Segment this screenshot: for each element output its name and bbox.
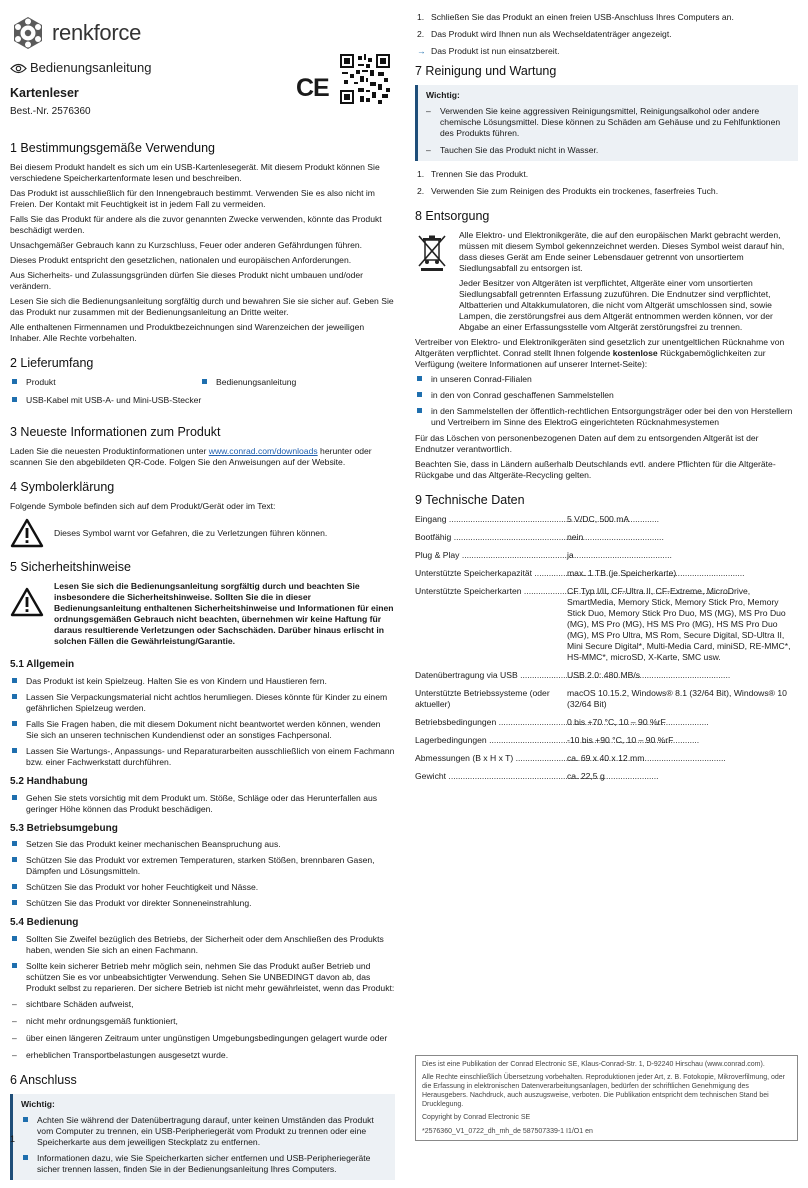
s1-para: Das Produkt ist ausschließlich für den Innengebrauch bestimmt. Verwenden Sie es also nicht im Freien. Der Kontakt mit Feuchtigkeit ist in jedem Fall zu vermeiden. (10, 188, 375, 209)
weee-para: Jeder Besitzer von Altgeräten ist verpflichtet, Altgeräte einer vom unsortierten Siedlungsabfall getrennten Erfassung zuzuführen. Die Endnutzer sind verpflichtet, Altbatterien und Altakkumulatoren, die nicht vom Altgerät umschlossen sind, sowie Lampen, die zerstörungsfrei aus dem Altgerät entnommen werden können, vor der Abgabe an einer Erfassungsstelle vom Altgerät zerstörungsfrei zu trennen. (459, 278, 773, 332)
dash-item: – nicht mehr ordnungsgemäß funktioniert, (12, 1016, 178, 1027)
imprint-box (415, 1055, 798, 1141)
list-item: USB-Kabel mit USB-A- und Mini-USB-Stecker (10, 395, 390, 406)
safety-warning (10, 581, 395, 651)
spec-row: Gewicht ..... ca. 22,5 g (415, 771, 798, 782)
manual-label: Bedienungsanleitung (30, 60, 152, 75)
weee-para: Alle Elektro- und Elektronikgeräte, die auf den europäischen Markt gebracht werden, müssen mit diesem Symbol gekennzeichnet werden. Dieses Symbol weist darauf hin, dass dieses Gerät am Ende seiner Lebensdauer getrennt von unsortiertem Siedlungsabfall zu entsorgen ist. (459, 230, 785, 273)
brand-name: renkforce (52, 19, 142, 45)
list-item: Das Produkt ist kein Spielzeug. Halten Sie es von Kindern und Haustieren fern. (10, 676, 395, 687)
spec-row: Bootfähig ..... nein (415, 532, 798, 543)
list-item: Sollten Sie Zweifel bezüglich des Betriebs, der Sicherheit oder dem Anschließen des Produkts haben, wenden Sie sich an einen Fachmann. (10, 934, 395, 956)
warning-symbol-text: Dieses Symbol warnt vor Gefahren, die zu Verletzungen führen können. (54, 527, 328, 538)
warning-triangle-icon (10, 587, 44, 617)
spec-table (415, 514, 798, 782)
imprint-line: *2576360_V1_0722_dh_mh_de 587507339-1 I1/O1 en (422, 1127, 593, 1135)
step-item: 1. Trennen Sie das Produkt. (417, 169, 529, 179)
dash-item: – erheblichen Transportbelastungen ausgesetzt wurde. (12, 1050, 229, 1061)
list-item: Setzen Sie das Produkt keiner mechanischen Beanspruchung aus. (10, 839, 395, 850)
weee-block (415, 230, 798, 337)
warning-triangle-icon (10, 518, 44, 548)
list-item: Lassen Sie Verpackungsmaterial nicht achtlos herumliegen. Dieses könnte für Kinder zu einem gefährlichen Spielzeug werden. (10, 692, 395, 714)
s1-para: Dieses Produkt entspricht den gesetzlichen, nationalen und europäischen Anforderungen. (10, 255, 352, 265)
dash-item: – Tauchen Sie das Produkt nicht in Wasser. (426, 145, 599, 155)
s1-para: Lesen Sie sich die Bedienungsanleitung sorgfältig durch und bewahren Sie sie sicher auf. Geben Sie das Produkt nur zusammen mit der Bedienungsanleitung an Dritte weiter. (10, 296, 394, 317)
list-item: Schützen Sie das Produkt vor hoher Feuchtigkeit und Nässe. (10, 882, 395, 893)
crossed-bin-icon (415, 232, 449, 272)
s4-intro: Folgende Symbole befinden sich auf dem Produkt/Gerät oder im Text: (10, 501, 276, 511)
section-4-title: 4 Symbolerklärung (10, 480, 115, 494)
product-name: Kartenleser (10, 85, 79, 100)
note-title: Wichtig: (21, 1099, 55, 1110)
delivery-list (10, 377, 395, 413)
dash-item: – sichtbare Schäden aufweist, (12, 999, 134, 1010)
spec-row: Datenübertragung via USB ..... USB 2.0: 480 MB/s (415, 670, 798, 681)
s1-para: Unsachgemäßer Gebrauch kann zu Kurzschluss, Feuer oder anderen Gefährdungen führen. (10, 240, 363, 250)
list-item: in den Sammelstellen der öffentlich-rechtlichen Entsorgungsträger oder bei den von Herstellern und Vertreibern im Sinne des ElektroG eingerichteten Rücknahmesystemen (415, 406, 798, 428)
spec-row: Lagerbedingungen ..... -10 bis +90 °C, 10 – 90 %rF (415, 735, 798, 746)
downloads-link[interactable]: www.conrad.com/downloads (208, 446, 318, 456)
section-7-title: 7 Reinigung und Wartung (415, 64, 557, 78)
section-5-4-title: 5.4 Bedienung (10, 917, 79, 929)
section-8-title: 8 Entsorgung (415, 209, 490, 223)
s1-para: Bei diesem Produkt handelt es sich um ein USB-Kartenlesegerät. Mit diesem Produkt können Sie verschiedene Speicherkartenformate lesen und beschreiben. (10, 162, 380, 183)
imprint-line: Copyright by Conrad Electronic SE (422, 1114, 531, 1122)
section-1-title: 1 Bestimmungsgemäße Verwendung (10, 141, 215, 155)
step-result: → Das Produkt ist nun einsatzbereit. (417, 46, 560, 56)
list-item: Informationen dazu, wie Sie Speicherkarten sicher entfernen und USB-Peripheriegeräte sicher trennen lassen, finden Sie in der Bedienungsanleitung Ihres Computers. (21, 1153, 387, 1175)
order-number: Best.-Nr. 2576360 (10, 105, 91, 117)
manual-header (10, 60, 395, 138)
renkforce-logo-icon (10, 15, 46, 51)
safety-warning-text: Lesen Sie sich die Bedienungsanleitung sorgfältig durch und beachten Sie insbesondere die Sicherheitshinweise. Sollten Sie die in dieser Bedienungsanleitung enthaltenen Sicherheitshinweise und Informationen für einen ordnungsgemäßen Gebrauch nicht beachten, übernehmen wir keine Haftung für daraus resultierende Verletzungen oder Sachschäden. Darüber hinaus erlischt in solchen Fällen die Gewährleistung/Garantie. (54, 581, 394, 646)
s8-para: Für das Löschen von personenbezogenen Daten auf dem zu entsorgenden Altgerät ist der Endnutzer verantwortlich. (415, 433, 759, 454)
list-item: Schützen Sie das Produkt vor direkter Sonneneinstrahlung. (10, 898, 395, 909)
list-item: Lassen Sie Wartungs-, Anpassungs- und Reparaturarbeiten ausschließlich von einem Fachmann bzw. einer Fachwerkstatt durchführen. (10, 746, 395, 768)
important-note (10, 1094, 395, 1180)
spec-row: Abmessungen (B x H x T) ..... ca. 69 x 40 x 12 mm (415, 753, 798, 764)
step-item: 1. Schließen Sie das Produkt an einen freien USB-Anschluss Ihres Computers an. (417, 12, 734, 22)
list-item: Sollte kein sicherer Betrieb mehr möglich sein, nehmen Sie das Produkt außer Betrieb und schützen Sie es vor unbeabsichtigter Verwendung. Sehen Sie UNBEDINGT davon ab, das Produkt selbst zu reparieren. Der sichere Betrieb ist nicht mehr gewährleistet, wenn das Produkt: (10, 961, 395, 994)
s3-text: Laden Sie die neuesten Produktinformationen unter www.conrad.com/downloads herunter oder scannen Sie den abgebildeten QR-Code. Folgen Sie den Anweisungen auf der Website. (10, 446, 372, 467)
spec-row: Unterstützte Speicherkapazität ..... max. 1 TB (je Speicherkarte) (415, 568, 798, 579)
page-number: 1 (10, 1134, 16, 1144)
spec-row: Eingang ..... 5 V/DC, 500 mA (415, 514, 798, 525)
s1-para: Aus Sicherheits- und Zulassungsgründen dürfen Sie dieses Produkt nicht umbauen und/oder verändern. (10, 270, 364, 291)
spec-row: Betriebsbedingungen ..... 0 bis +70 °C, 10 – 90 %rF (415, 717, 798, 728)
qr-code (340, 54, 390, 104)
spec-row: Plug & Play ..... ja (415, 550, 798, 561)
list-item: Achten Sie während der Datenübertragung darauf, unter keinen Umständen das Produkt vom Computer zu trennen, ein USB-Peripheriegerät vom Produkt zu trennen oder eine Speicherkarte aus dem jeweiligen Steckplatz zu entfernen. (21, 1115, 387, 1148)
section-5-3-title: 5.3 Betriebsumgebung (10, 822, 118, 834)
arrow-right-icon: → (417, 46, 426, 56)
section-3-title: 3 Neueste Informationen zum Produkt (10, 425, 221, 439)
section-5-1-title: 5.1 Allgemein (10, 659, 75, 670)
step-item: 2. Verwenden Sie zum Reinigen des Produkts ein trockenes, faserfreies Tuch. (417, 186, 719, 196)
important-note (415, 85, 798, 161)
list-item: Produkt (10, 377, 200, 388)
list-item: Bedienungsanleitung (200, 377, 390, 388)
right-column (415, 12, 798, 789)
list-item: in unseren Conrad-Filialen (415, 374, 798, 385)
section-9-title: 9 Technische Daten (415, 493, 525, 507)
list-item: in den von Conrad geschaffenen Sammelstellen (415, 390, 798, 401)
spec-row: Unterstützte Betriebssysteme (oder aktueller) macOS 10.15.2, Windows® 8.1 (32/64 Bit), Windows® 10 (32/64 Bit) (415, 688, 787, 709)
note-title: Wichtig: (426, 90, 460, 100)
dash-item: – über einen längeren Zeitraum unter ungünstigen Umgebungsbedingungen gelagert wurde oder (12, 1033, 388, 1044)
list-item: Schützen Sie das Produkt vor extremen Temperaturen, starken Stößen, brennbaren Gasen, Dämpfen und Lösungsmitteln. (10, 855, 395, 877)
section-6-title: 6 Anschluss (10, 1073, 77, 1088)
imprint-line: Alle Rechte einschließlich Übersetzung vorbehalten. Reproduktionen jeder Art, z. B. Fotokopie, Mikroverfilmung, oder die Erfassung in elektronischen Datenverarbeitungsanlagen, bedürfen der schriftlichen Genehmigung des Herausgebers. Nachdruck, auch auszugsweise, verboten. Die Publikation entspricht dem technischen Stand bei Drucklegung. (422, 1074, 786, 1109)
list-item: Gehen Sie stets vorsichtig mit dem Produkt um. Stöße, Schläge oder das Herunterfallen aus geringer Höhe können das Produkt beschädigen. (10, 793, 395, 815)
section-5-title: 5 Sicherheitshinweise (10, 560, 131, 574)
ce-mark: CE (296, 74, 329, 102)
dash-item: – Verwenden Sie keine aggressiven Reinigungsmittel, Reinigungsalkohol oder andere chemische Lösungsmittel. Diese können zu Schäden am Gehäuse und zu Fehlfunktionen des Produkts führen. (426, 106, 781, 138)
imprint-line: Dies ist eine Publikation der Conrad Electronic SE, Klaus-Conrad-Str. 1, D-92240 Hirschau (www.conrad.com). (422, 1061, 765, 1068)
s8-distributors: Vertreiber von Elektro- und Elektronikgeräten sind gesetzlich zur unentgeltlichen Rücknahme von Altgeräten verpflichtet. Conrad stellt Ihnen folgende kostenlose Rückgabemöglichkeiten zur Verfügung (weitere Informationen auf unserer Internet-Seite): (415, 337, 785, 369)
eye-icon (10, 63, 27, 74)
step-item: 2. Das Produkt wird Ihnen nun als Wechseldatenträger angezeigt. (417, 29, 672, 39)
section-2-title: 2 Lieferumfang (10, 356, 94, 370)
list-item: Falls Sie Fragen haben, die mit diesem Dokument nicht beantwortet werden können, wenden Sie sich an unseren technischen Kundendienst oder an sonstiges Fachpersonal. (10, 719, 395, 741)
spec-row: Unterstützte Speicherkarten ..... CF Typ I/II, CF-Ultra II, CF-Extreme, MicroDrive, SmartMedia, Memory Stick, Memory Stick Pro, Memory Stick Duo, Memory Stick Pro Duo, MS (MG), MS Pro Duo (MG), MS Pro (MG), HS MS Pro (MG), HS MS Pro Duo (MG), MS Pro Ultra, MS Rom, Secure Digital, SD-Ultra II, Mini Secure Digital*, Multi-Media Card, miniSD, RE-MMC*, HS-MMC*, microSD, X-Karte, SMC usw. (415, 586, 798, 663)
section-5-2-title: 5.2 Handhabung (10, 775, 88, 787)
s8-para: Beachten Sie, dass in Ländern außerhalb Deutschlands evtl. andere Pflichten für die Altgeräte-Rückgabe und das Altgeräte-Recycling gelten. (415, 459, 776, 480)
brand-logo (10, 14, 395, 52)
left-column (10, 0, 395, 1188)
s1-para: Alle enthaltenen Firmennamen und Produktbezeichnungen sind Warenzeichen der jeweiligen Inhaber. Alle Rechte vorbehalten. (10, 322, 365, 343)
s1-para: Falls Sie das Produkt für andere als die zuvor genannten Zwecke verwenden, könnte das Produkt beschädigt werden. (10, 214, 382, 235)
warning-symbol-row (10, 518, 395, 548)
